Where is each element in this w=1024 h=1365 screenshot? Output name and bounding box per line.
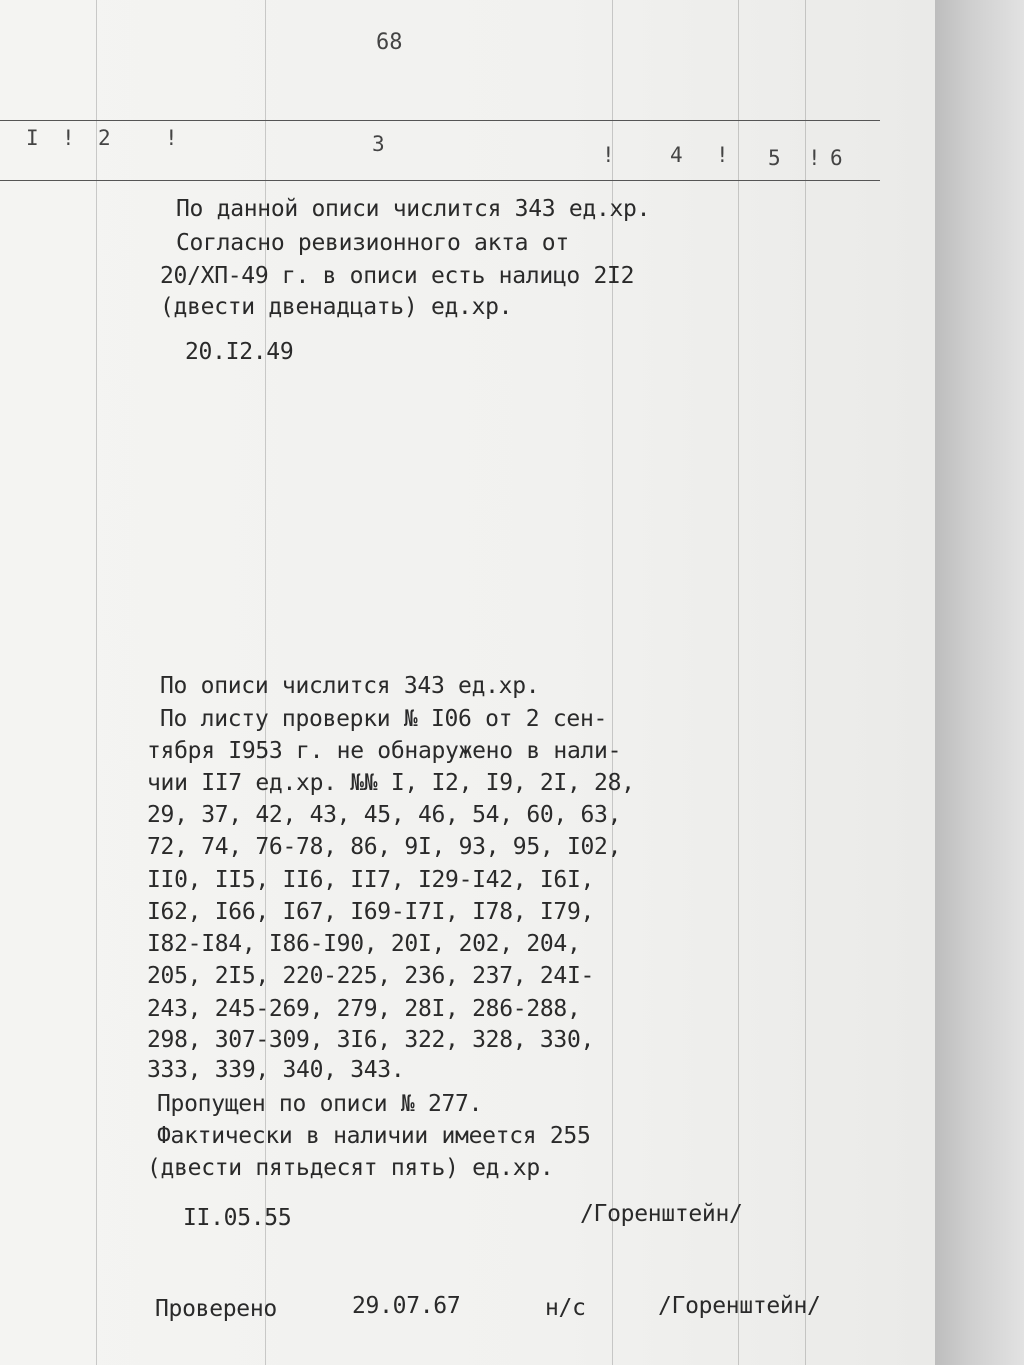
page-number: 68 [376, 30, 403, 55]
block2-line: чии II7 ед.хр. №№ I, I2, I9, 2I, 28, [147, 770, 635, 796]
block1-line: Согласно ревизионного акта от [176, 230, 569, 256]
block2-line: 333, 339, 340, 343. [147, 1057, 405, 1083]
header-sep: ! [602, 143, 615, 167]
status-abbrev: н/с [545, 1295, 586, 1321]
header-col-6: 6 [830, 146, 843, 170]
block2-line: 243, 245-269, 279, 28I, 286-288, [147, 996, 581, 1022]
page-edge-shadow [935, 0, 1024, 1365]
block1-line: (двести двенадцать) ед.хр. [160, 294, 513, 320]
header-sep: ! [716, 143, 729, 167]
block2-line: 29, 37, 42, 43, 45, 46, 54, 60, 63, [147, 802, 622, 828]
block2-line: По листу проверки № I06 от 2 сен- [160, 706, 608, 732]
header-sep: ! [808, 146, 821, 170]
header-col-5: 5 [768, 146, 781, 170]
header-sep: ! [62, 126, 75, 150]
block2-line: 205, 2I5, 220-225, 236, 237, 24I- [147, 963, 595, 989]
checked-date: 29.07.67 [352, 1293, 461, 1319]
block2-line: I82-I84, I86-I90, 20I, 202, 204, [147, 931, 581, 957]
block1-line: По данной описи числится 343 ед.хр. [176, 196, 651, 222]
footer-signature: /Горенштейн/ [658, 1293, 821, 1319]
column-rule [805, 0, 806, 1365]
block2-line: (двести пятьдесят пять) ед.хр. [147, 1155, 554, 1181]
column-rule [738, 0, 739, 1365]
header-col-4: 4 [670, 143, 683, 167]
block2-line: Фактически в наличии имеется 255 [157, 1123, 591, 1149]
header-col-2: 2 [98, 126, 111, 150]
header-top-rule [0, 120, 880, 121]
block1-date: 20.I2.49 [185, 339, 294, 365]
block2-signature: /Горенштейн/ [580, 1201, 743, 1227]
block2-date: II.05.55 [183, 1205, 292, 1231]
header-bottom-rule [0, 180, 880, 181]
block2-line: II0, II5, II6, II7, I29-I42, I6I, [147, 867, 595, 893]
block2-line: тября I953 г. не обнаружено в нали- [147, 738, 622, 764]
block2-line: 298, 307-309, 3I6, 322, 328, 330, [147, 1027, 595, 1053]
header-sep: ! [165, 126, 178, 150]
column-rule [96, 0, 97, 1365]
block2-line: Пропущен по описи № 277. [157, 1091, 483, 1117]
header-col-1: I [26, 126, 39, 150]
block2-line: По описи числится 343 ед.хр. [160, 673, 540, 699]
block2-line: I62, I66, I67, I69-I7I, I78, I79, [147, 899, 595, 925]
block2-line: 72, 74, 76-78, 86, 9I, 93, 95, I02, [147, 834, 622, 860]
block1-line: 20/XП-49 г. в описи есть налицо 2I2 [160, 263, 635, 289]
header-col-3: 3 [372, 132, 385, 156]
checked-label: Проверено [155, 1296, 277, 1322]
